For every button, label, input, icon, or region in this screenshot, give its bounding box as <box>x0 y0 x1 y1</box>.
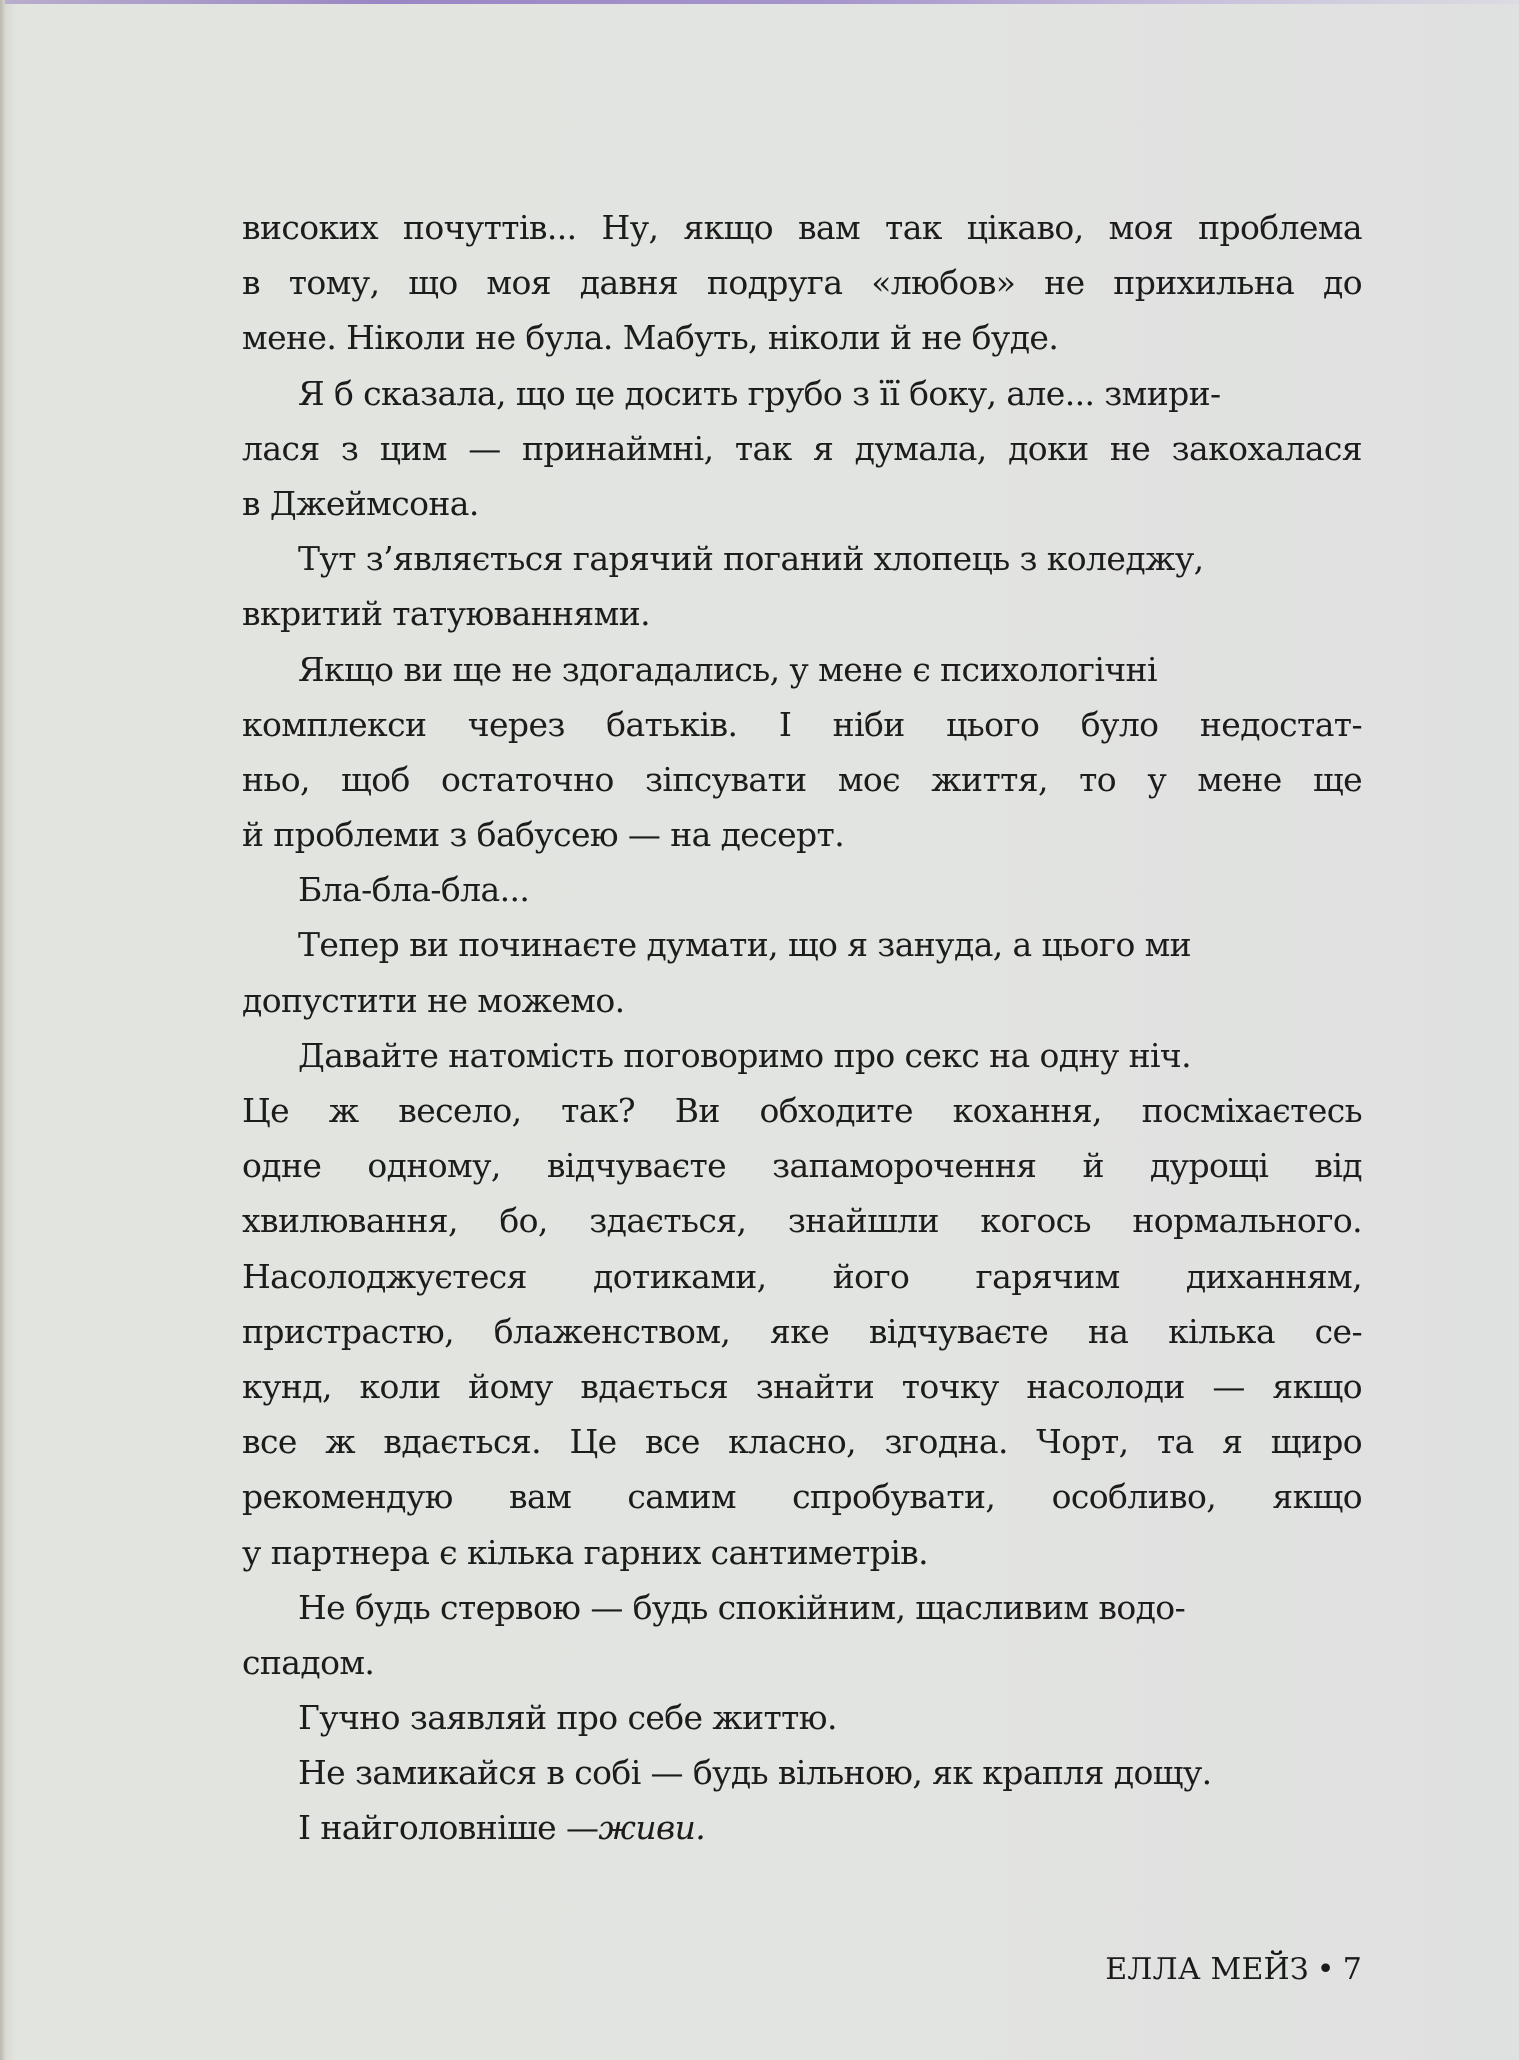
text-line-content: вкритий татуюваннями. <box>242 594 651 634</box>
body-text <box>242 200 1362 1856</box>
text-line <box>242 1028 1362 1083</box>
text-line <box>242 1745 1362 1800</box>
text-line <box>242 917 1362 972</box>
emphasis-text: живи. <box>598 1808 706 1848</box>
text-line-content: ньо, щоб остаточно зіпсувати моє життя, то у мене ще <box>242 759 1362 799</box>
text-line-content: все ж вдається. Це все класно, згодна. Чорт, та я щиро <box>242 1422 1362 1462</box>
text-line <box>242 1414 1362 1469</box>
text-line-content: кунд, коли йому вдається знайти точку насолоди — якщо <box>242 1366 1362 1406</box>
footer-separator: • <box>1316 1952 1335 1987</box>
text-line-content: пристрастю, блаженством, яке відчуваєте на кілька се- <box>242 1311 1362 1351</box>
text-line-content: Тут з’являється гарячий поганий хлопець з коледжу, <box>298 539 1204 579</box>
text-line <box>242 255 1362 310</box>
text-line-content: хвилювання, бо, здається, знайшли когось нормального. <box>242 1201 1362 1241</box>
text-line-content: Це ж весело, так? Ви обходите кохання, посміхаєтесь <box>242 1091 1362 1130</box>
text-line-content: й проблеми з бабусею — на десерт. <box>242 815 845 855</box>
text-line <box>242 586 1362 641</box>
text-line <box>242 476 1362 531</box>
running-footer <box>1105 1952 1362 1987</box>
text-line <box>242 1083 1362 1138</box>
text-line <box>242 862 1362 917</box>
text-line <box>242 531 1362 586</box>
text-line-content: Бла-бла-бла... <box>298 870 530 910</box>
text-line <box>242 697 1362 752</box>
text-line <box>242 310 1362 365</box>
text-line-content: в Джеймсона. <box>242 483 479 523</box>
text-line-content: мене. Ніколи не була. Мабуть, ніколи й не буде. <box>242 318 1059 358</box>
text-line <box>242 1800 1362 1855</box>
page-number: 7 <box>1342 1952 1362 1987</box>
text-line <box>242 1249 1362 1304</box>
text-line <box>242 1359 1362 1414</box>
text-line <box>242 1690 1362 1745</box>
footer-author: ЕЛЛА МЕЙЗ <box>1105 1952 1309 1987</box>
text-line <box>242 1580 1362 1635</box>
text-line-content: Давайте натомість поговоримо про секс на одну ніч. <box>298 1035 1192 1075</box>
page-left-edge <box>0 0 5 2060</box>
text-line-content: рекомендую вам самим спробувати, особливо, якщо <box>242 1477 1362 1517</box>
text-line-content: допустити не можемо. <box>242 980 625 1020</box>
text-line <box>242 421 1362 476</box>
text-line <box>242 1635 1362 1690</box>
text-line-content: одне одному, відчуваєте запаморочення й дурощі від <box>242 1146 1362 1186</box>
text-line-content: спадом. <box>242 1642 375 1682</box>
text-line-content: Якщо ви ще не здогадались, у мене є психологічні <box>298 649 1157 689</box>
text-line <box>242 973 1362 1028</box>
text-line-content: в тому, що моя давня подруга «любов» не прихильна до <box>242 263 1362 303</box>
text-line-content: І найголовніше — <box>298 1808 599 1848</box>
text-line-content: високих почуттів... Ну, якщо вам так цікаво, моя проблема <box>242 208 1362 247</box>
text-line-content: Гучно заявляй про себе життю. <box>298 1698 837 1738</box>
text-line-content: у партнера є кілька гарних сантиметрів. <box>242 1532 929 1572</box>
text-line-content: Я б сказала, що це досить грубо з її боку, але... змири- <box>298 373 1221 413</box>
text-line-content: Тепер ви починаєте думати, що я зануда, а цього ми <box>298 925 1192 965</box>
text-line <box>242 200 1362 255</box>
text-line <box>242 1304 1362 1359</box>
text-line-content: Не будь стервою — будь спокійним, щасливим водо- <box>298 1587 1186 1627</box>
text-line-content: Не замикайся в собі — будь вільною, як крапля дощу. <box>298 1753 1212 1793</box>
text-line <box>242 366 1362 421</box>
text-line <box>242 752 1362 807</box>
text-line <box>242 807 1362 862</box>
page-top-edge <box>0 0 1519 4</box>
text-line <box>242 1193 1362 1248</box>
text-line <box>242 1469 1362 1524</box>
text-line <box>242 642 1362 697</box>
text-line-content: Насолоджуєтеся дотиками, його гарячим диханням, <box>242 1256 1362 1296</box>
text-line-content: лася з цим — принаймні, так я думала, доки не закохалася <box>242 428 1362 468</box>
text-line <box>242 1525 1362 1580</box>
text-line <box>242 1138 1362 1193</box>
text-line-content: комплекси через батьків. І ніби цього було недостат- <box>242 704 1362 744</box>
